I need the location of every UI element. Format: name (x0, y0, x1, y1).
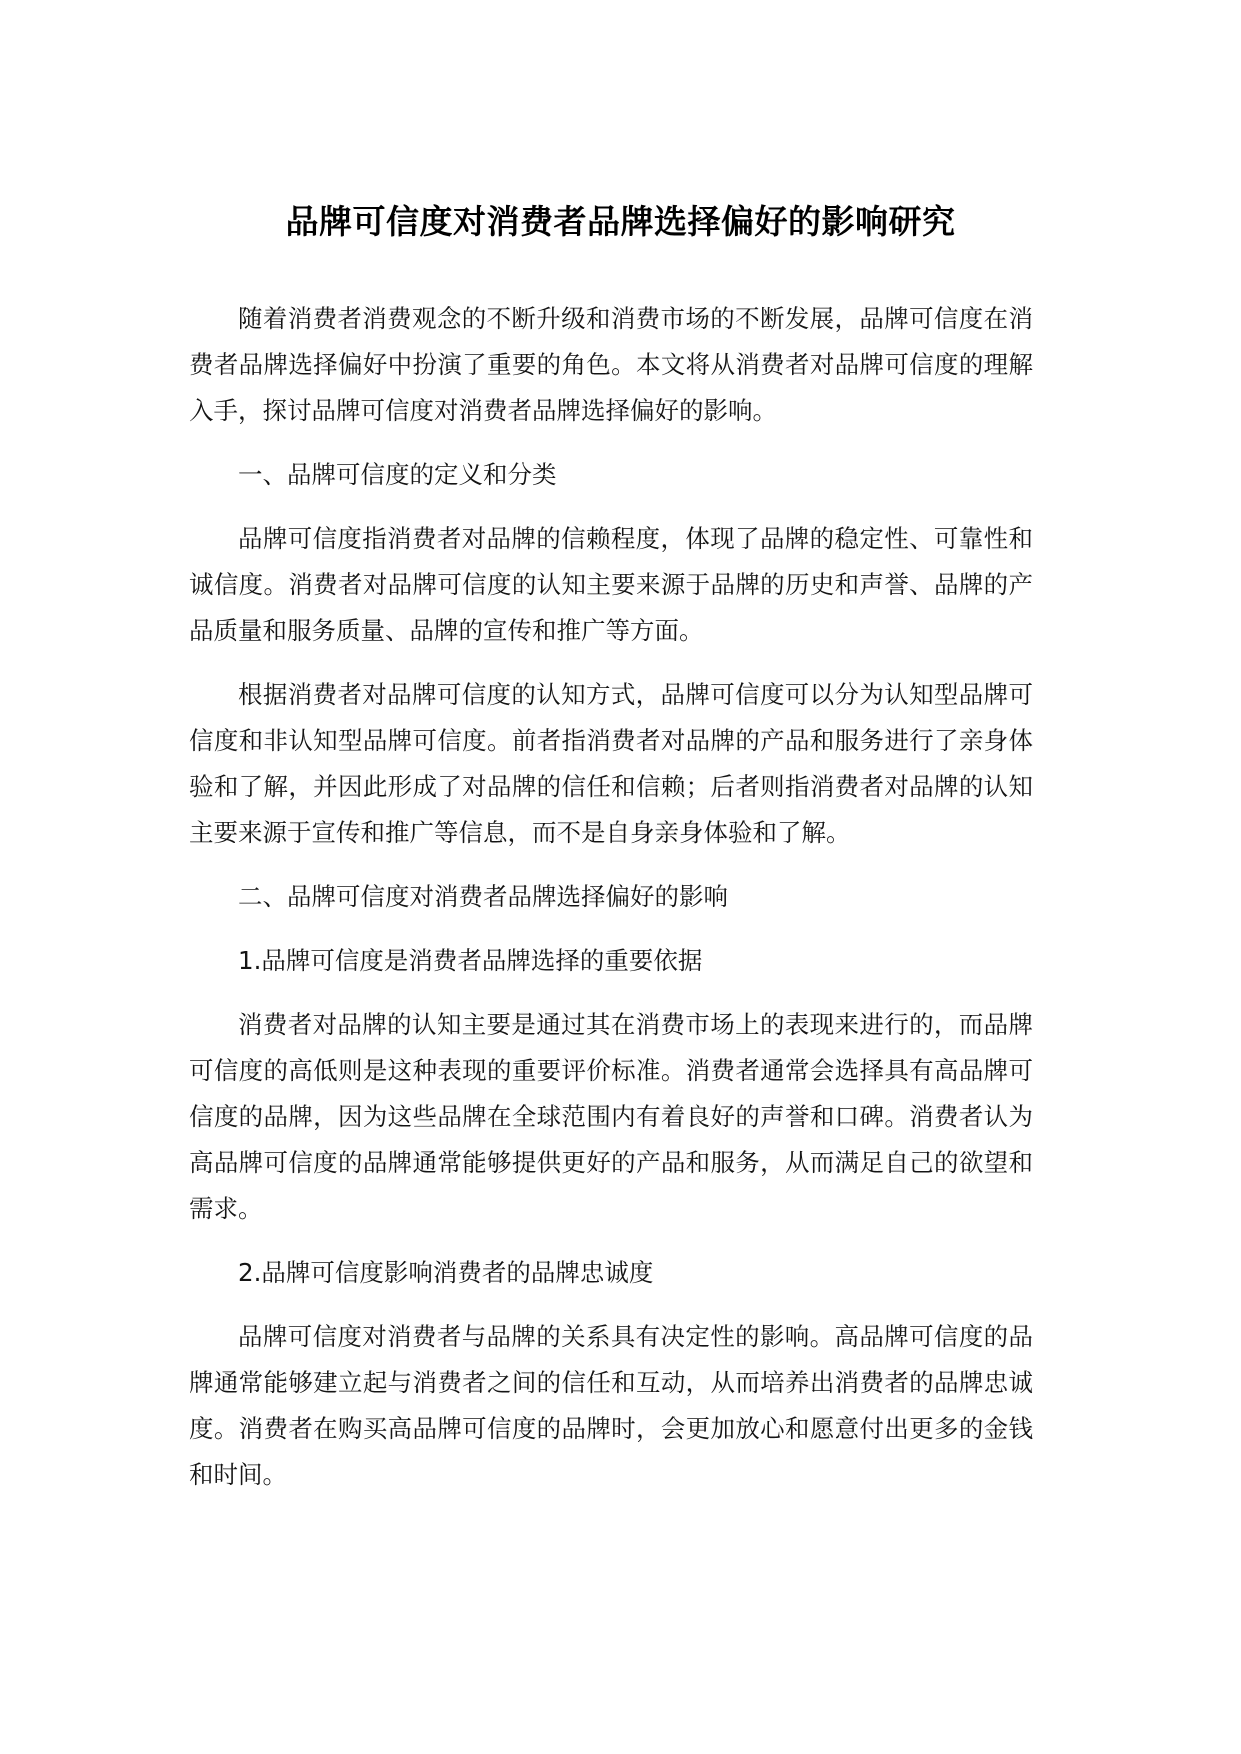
section-heading-2: 二、品牌可信度对消费者品牌选择偏好的影响 (238, 882, 728, 911)
subsection-heading-2-1: 1.品牌可信度是消费者品牌选择的重要依据 (238, 946, 703, 975)
paragraph-intro: 随着消费者消费观念的不断升级和消费市场的不断发展，品牌可信度在消费者品牌选择偏好中扮演了重要的角色。本文将从消费者对品牌可信度的理解入手，探讨品牌可信度对消费者品牌选择偏好的影响。 (189, 304, 1033, 425)
document-title: 品牌可信度对消费者品牌选择偏好的影响研究 (285, 202, 956, 242)
section-heading-1: 一、品牌可信度的定义和分类 (238, 460, 557, 489)
paragraph-classification: 根据消费者对品牌可信度的认知方式，品牌可信度可以分为认知型品牌可信度和非认知型品牌可信度。前者指消费者对品牌的产品和服务进行了亲身体验和了解，并因此形成了对品牌的信任和信赖；后者则指消费者对品牌的认知主要来源于宣传和推广等信息，而不是自身亲身体验和了解。 (189, 680, 1033, 847)
paragraph-loyalty: 品牌可信度对消费者与品牌的关系具有决定性的影响。高品牌可信度的品牌通常能够建立起与消费者之间的信任和互动，从而培养出消费者的品牌忠诚度。消费者在购买高品牌可信度的品牌时，会更加放心和愿意付出更多的金钱和时间。 (189, 1322, 1033, 1489)
document-body (189, 296, 1033, 1498)
paragraph-basis: 消费者对品牌的认知主要是通过其在消费市场上的表现来进行的，而品牌可信度的高低则是这种表现的重要评价标准。消费者通常会选择具有高品牌可信度的品牌，因为这些品牌在全球范围内有着良好的声誉和口碑。消费者认为高品牌可信度的品牌通常能够提供更好的产品和服务，从而满足自己的欲望和需求。 (189, 1010, 1033, 1223)
paragraph-definition: 品牌可信度指消费者对品牌的信赖程度，体现了品牌的稳定性、可靠性和诚信度。消费者对品牌可信度的认知主要来源于品牌的历史和声誉、品牌的产品质量和服务质量、品牌的宣传和推广等方面。 (189, 524, 1033, 645)
subsection-heading-2-2: 2.品牌可信度影响消费者的品牌忠诚度 (238, 1258, 654, 1287)
